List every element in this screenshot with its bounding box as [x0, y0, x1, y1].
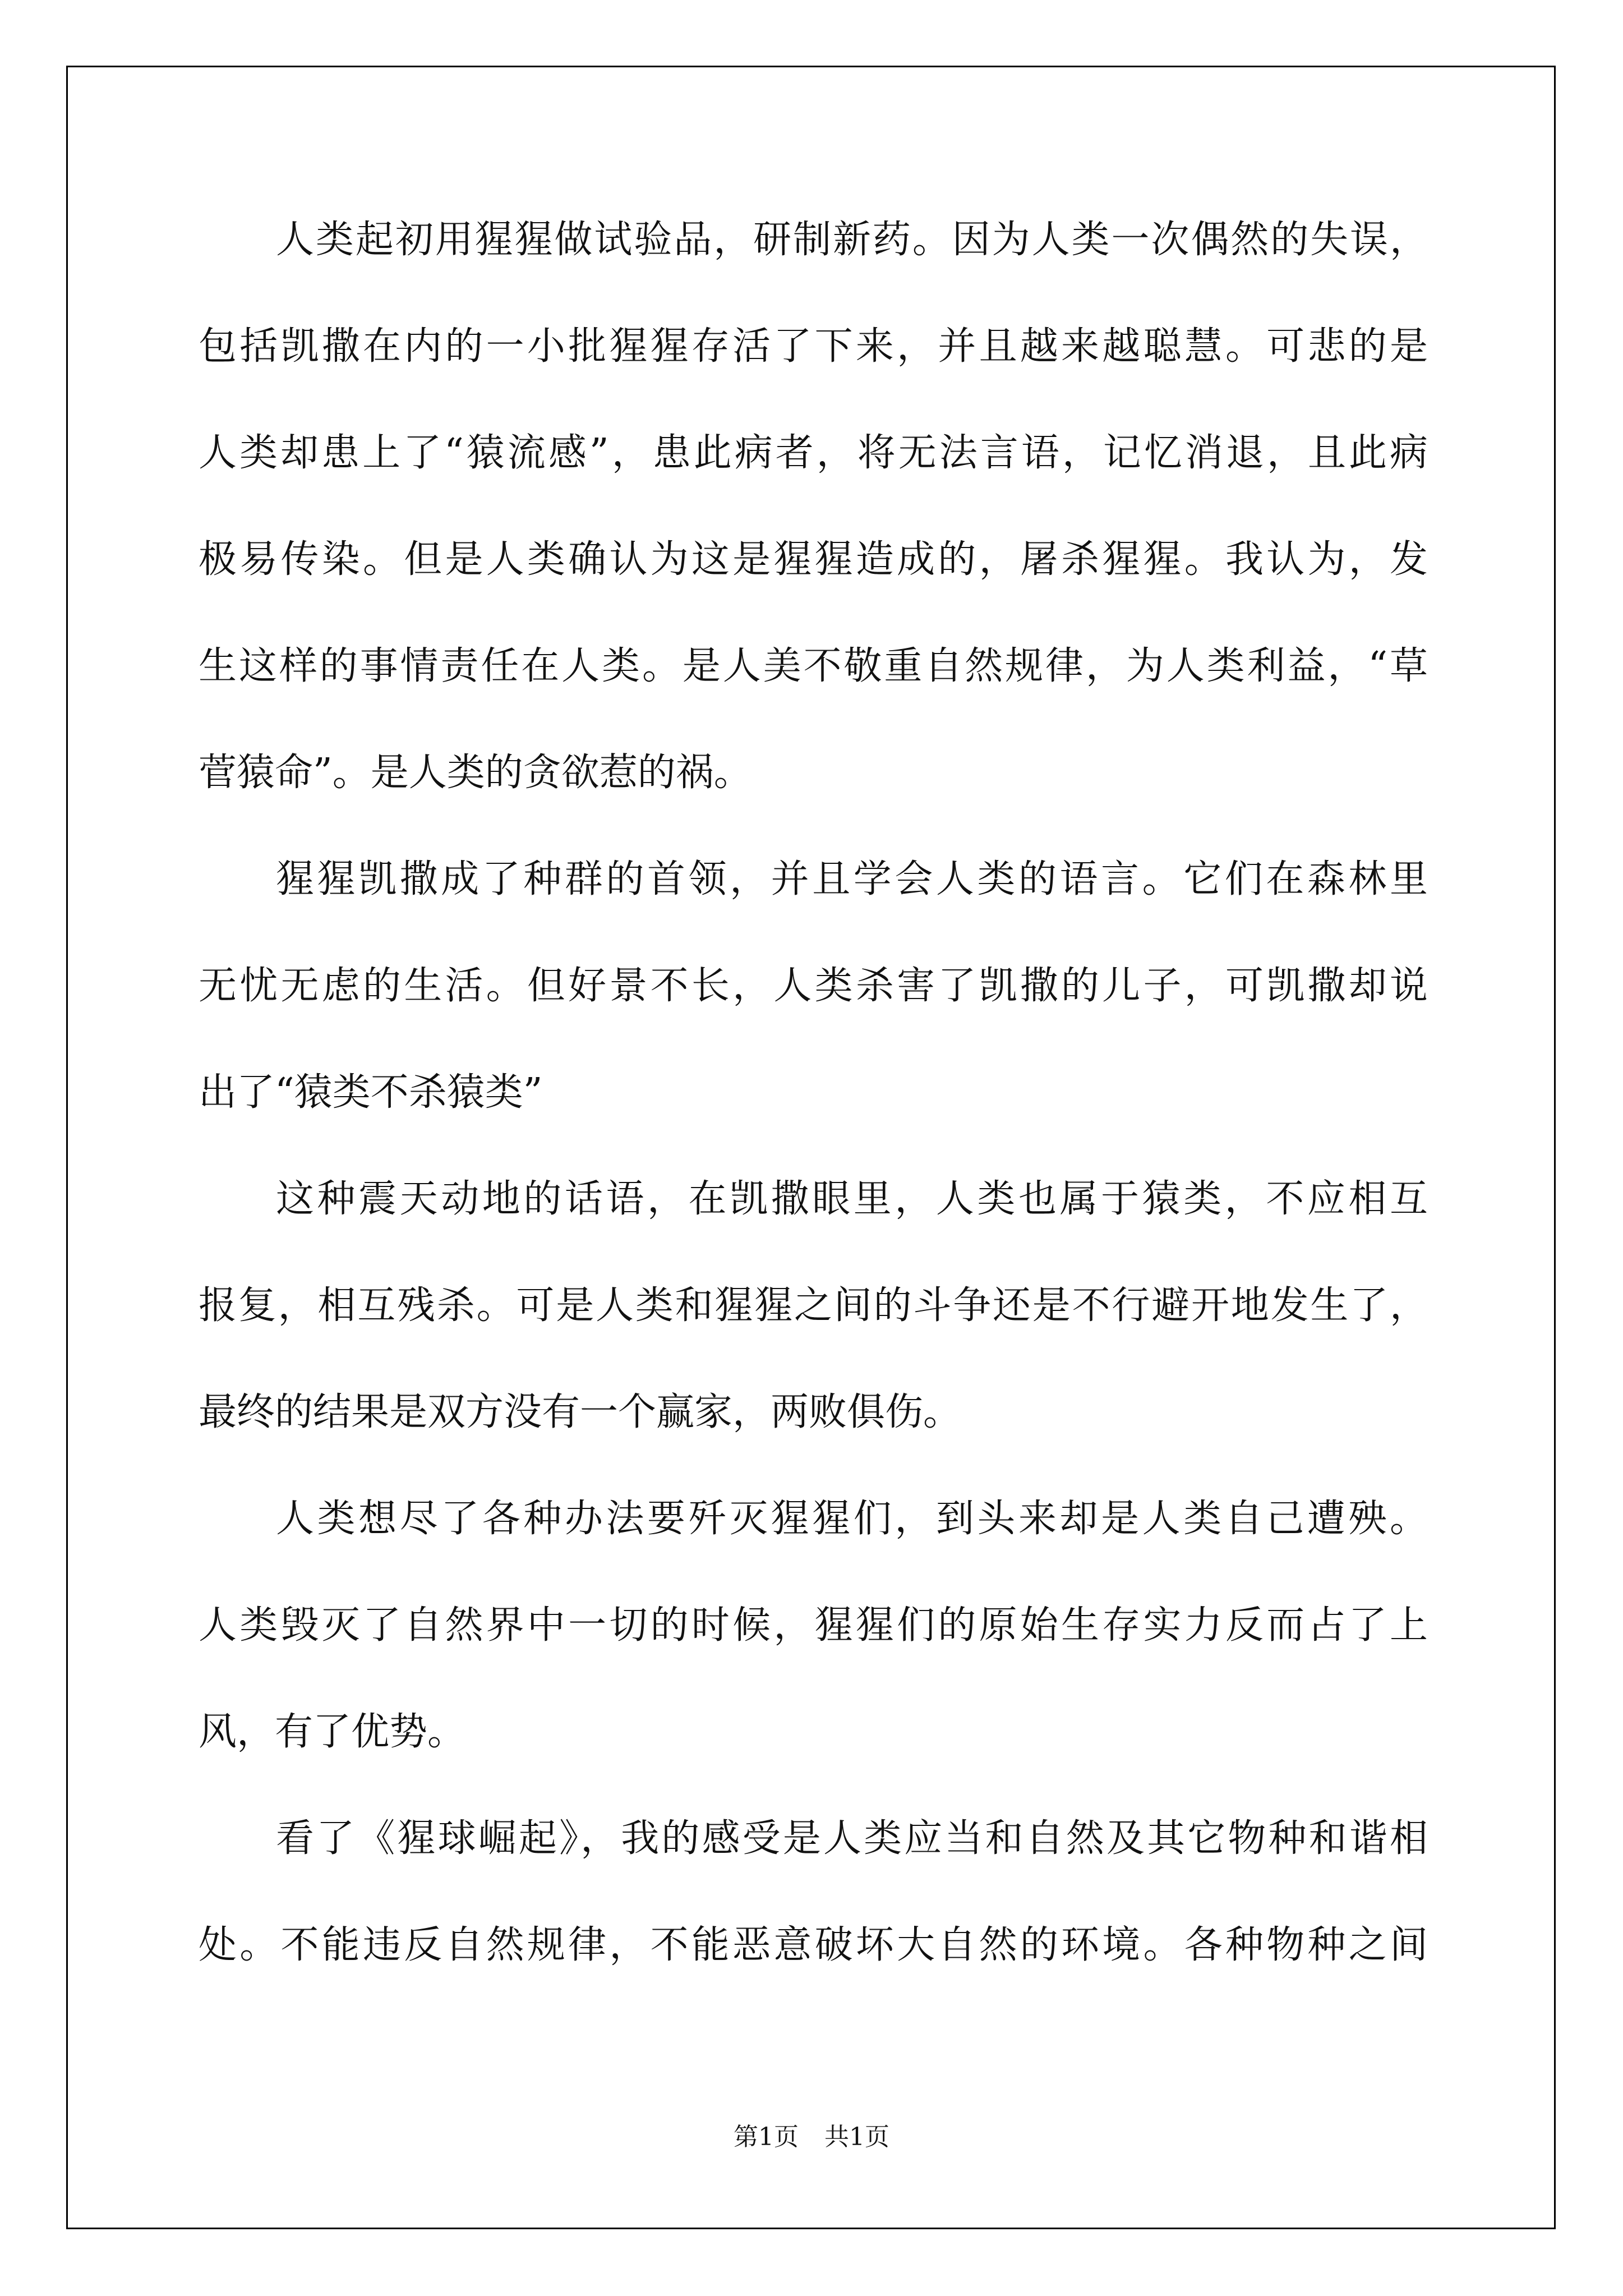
- text-line: 猩猩凯撒成了种群的首领，并且学会人类的语言。它们在森林里: [276, 857, 1428, 901]
- text-line: 生这样的事情责任在人类。是人美不敬重自然规律，为人类利益，“草: [199, 644, 1428, 688]
- text-line: 报复，相互残杀。可是人类和猩猩之间的斗争还是不行避开地发生了，: [199, 1283, 1428, 1328]
- text-line: 看了《猩球崛起》，我的感受是人类应当和自然及其它物种和谐相: [276, 1816, 1428, 1861]
- page-footer: [0, 2120, 1623, 2154]
- page-number-current: 第1页: [734, 2123, 799, 2151]
- text-line: 包括凯撒在内的一小批猩猩存活了下来，并且越来越聪慧。可悲的是: [199, 324, 1428, 369]
- text-line: 人类却患上了“猿流感”，患此病者，将无法言语，记忆消退，且此病: [199, 431, 1428, 475]
- page-border: [66, 66, 1556, 2229]
- text-line: 处。不能违反自然规律，不能恶意破坏大自然的环境。各种物种之间: [199, 1923, 1428, 1967]
- text-line: 菅猿命”。是人类的贪欲惹的祸。: [199, 751, 752, 795]
- text-line: 出了“猿类不杀猿类”: [199, 1070, 543, 1115]
- page-number-total: 共1页: [824, 2123, 889, 2151]
- text-line: 无忧无虑的生活。但好景不长，人类杀害了凯撒的儿子，可凯撒却说: [199, 964, 1428, 1008]
- text-line: 人类起初用猩猩做试验品，研制新药。因为人类一次偶然的失误，: [276, 218, 1428, 262]
- text-line: 最终的结果是双方没有一个赢家，两败俱伤。: [199, 1390, 962, 1434]
- text-line: 人类想尽了各种办法要歼灭猩猩们，到头来却是人类自己遭殃。: [276, 1497, 1428, 1541]
- text-line: 人类毁灭了自然界中一切的时候，猩猩们的原始生存实力反而占了上: [199, 1603, 1428, 1648]
- text-line: 极易传染。但是人类确认为这是猩猩造成的，屠杀猩猩。我认为，发: [199, 537, 1428, 582]
- text-line: 这种震天动地的话语，在凯撒眼里，人类也属于猿类，不应相互: [276, 1177, 1428, 1221]
- text-line: 风，有了优势。: [199, 1710, 466, 1754]
